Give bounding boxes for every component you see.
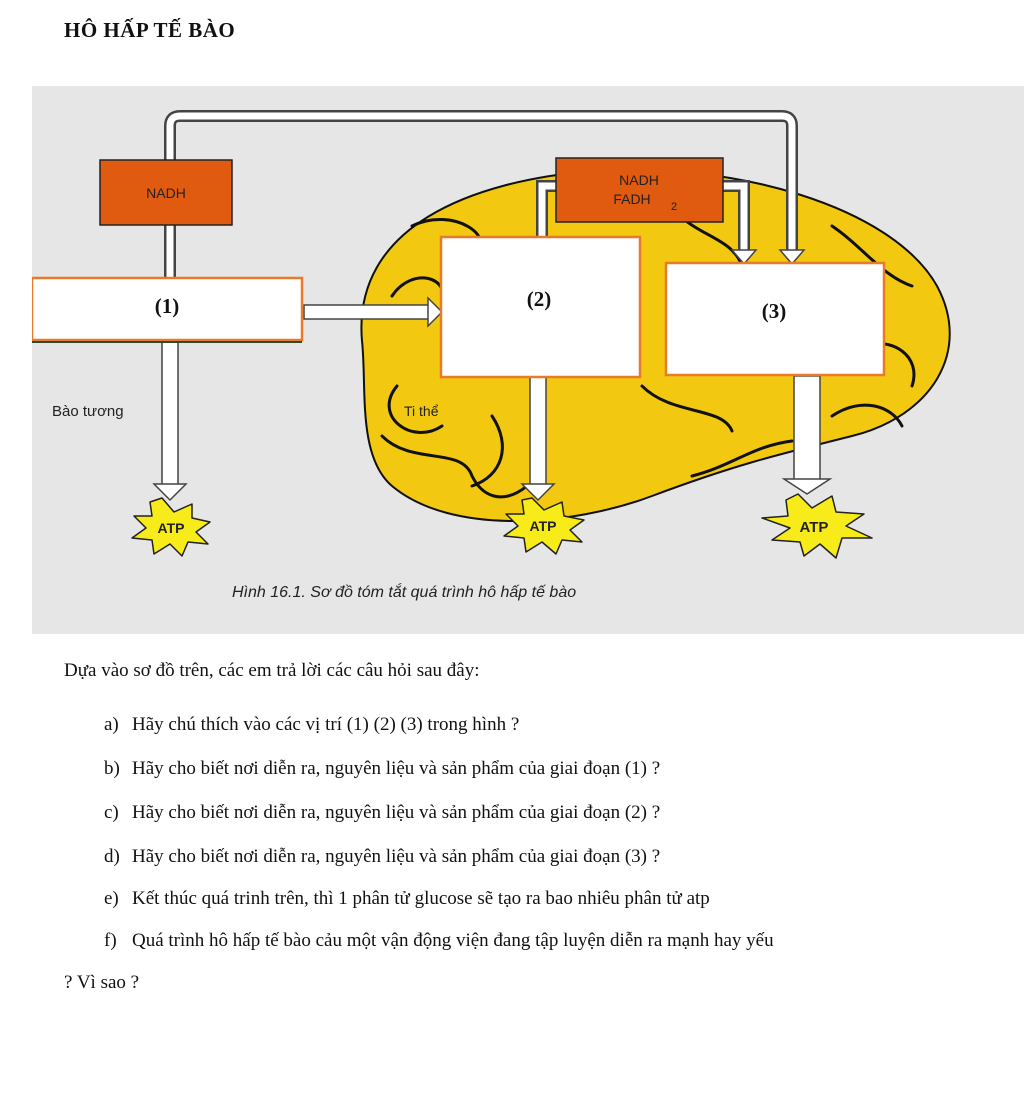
page-title: HÔ HẤP TẾ BÀO bbox=[64, 18, 236, 42]
nadh-fadh-box bbox=[556, 158, 723, 222]
nadh-fadh-label-2: FADH bbox=[613, 191, 651, 207]
atp-label-1: ATP bbox=[157, 520, 185, 536]
atp-burst-1 bbox=[132, 498, 210, 556]
nadh-fadh-label-1: NADH bbox=[619, 172, 659, 188]
question-item bbox=[104, 802, 660, 824]
question-text: Quá trình hô hấp tế bào cảu một vận động viện đang tập luyện diễn ra mạnh hay yếu bbox=[132, 930, 774, 951]
cytoplasm-label: Bào tương bbox=[52, 403, 124, 420]
question-item bbox=[104, 888, 710, 910]
question-label: e) bbox=[104, 888, 119, 909]
questions-lead: Dựa vào sơ đồ trên, các em trả lời các câu hỏi sau đây: bbox=[64, 660, 480, 681]
arrow-1-to-atp bbox=[154, 341, 186, 500]
diagram-canvas bbox=[32, 86, 1024, 634]
figure-caption: Hình 16.1. Sơ đồ tóm tắt quá trình hô hấp tế bào bbox=[232, 584, 577, 601]
atp-label-2: ATP bbox=[529, 518, 557, 534]
fadh-subscript: 2 bbox=[670, 201, 678, 213]
question-text: Hãy cho biết nơi diễn ra, nguyên liệu và sản phẩm của giai đoạn (2) ? bbox=[132, 802, 661, 823]
question-label: f) bbox=[104, 930, 117, 951]
question-label: a) bbox=[104, 714, 119, 735]
question-item bbox=[104, 846, 660, 868]
stage-2-label: (2) bbox=[526, 287, 552, 311]
question-text: Hãy cho biết nơi diễn ra, nguyên liệu và sản phẩm của giai đoạn (1) ? bbox=[132, 758, 661, 779]
question-text: Hãy cho biết nơi diễn ra, nguyên liệu và sản phẩm của giai đoạn (3) ? bbox=[132, 846, 661, 867]
mitochondrion-label: Ti thể bbox=[404, 403, 439, 419]
question-item bbox=[104, 714, 519, 736]
question-label: c) bbox=[104, 802, 119, 823]
question-item bbox=[104, 758, 660, 780]
stage-3-label: (3) bbox=[761, 299, 787, 323]
question-continuation: ? Vì sao ? bbox=[64, 972, 140, 993]
cell-respiration-diagram bbox=[32, 86, 1024, 634]
atp-label-3: ATP bbox=[799, 519, 829, 536]
question-text: Kết thúc quá trinh trên, thì 1 phân tử glucose sẽ tạo ra bao nhiêu phân tử atp bbox=[132, 888, 710, 909]
stage-1-label: (1) bbox=[154, 294, 180, 318]
nadh-label: NADH bbox=[146, 185, 186, 201]
question-text: Hãy chú thích vào các vị trí (1) (2) (3) trong hình ? bbox=[132, 714, 520, 735]
question-label: d) bbox=[104, 846, 120, 867]
atp-burst-3 bbox=[762, 494, 872, 558]
question-item bbox=[104, 930, 774, 952]
question-label: b) bbox=[104, 758, 120, 779]
